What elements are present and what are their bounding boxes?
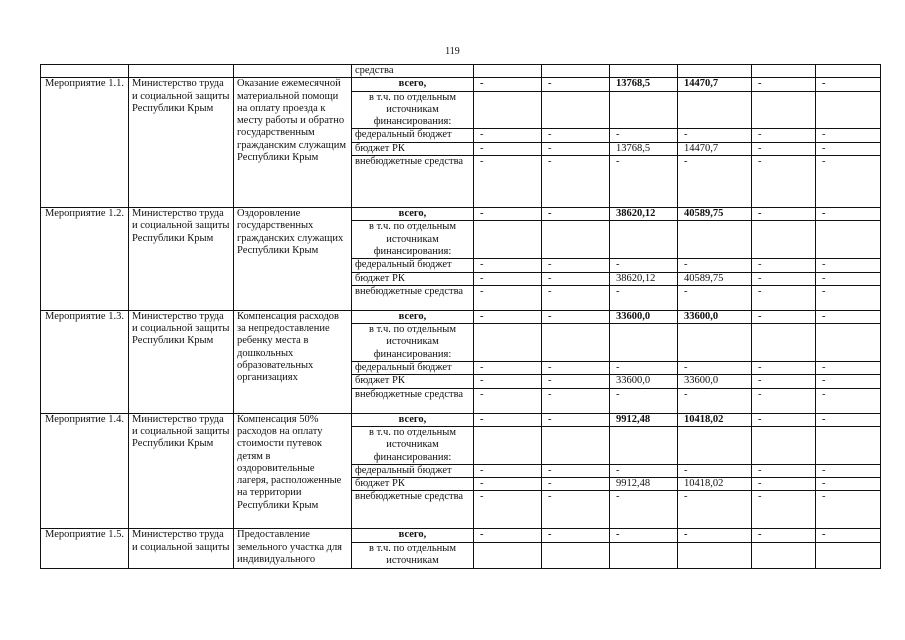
measure-name: Оказание ежемесячной материальной помощи на оплату проезда к месту работы и обратно государственным гражданским служащим Республики Крым: [234, 78, 352, 208]
cell: -: [678, 464, 752, 477]
cell: -: [816, 310, 881, 323]
measure-name: Предоставление земельного участка для индивидуального: [234, 529, 352, 568]
cell: -: [610, 285, 678, 310]
cell: -: [752, 529, 816, 542]
cell: -: [816, 375, 881, 388]
cell: 9912,48: [610, 413, 678, 426]
measure-name: Компенсация 50% расходов на оплату стоимости путевок детям в оздоровительные лагеря, расположенные на территории Республики Крым: [234, 413, 352, 529]
continuation-row: [41, 65, 881, 78]
federal-label: федеральный бюджет: [352, 259, 474, 272]
cell: -: [752, 129, 816, 142]
measure-name: Компенсация расходов за непредоставление ребенку места в дошкольных образовательных организациях: [234, 310, 352, 413]
cell: -: [542, 310, 610, 323]
executor: Министерство труда и социальной защиты Республики Крым: [129, 310, 234, 413]
cell: -: [752, 375, 816, 388]
row-1-4-total: [41, 413, 881, 426]
cell: -: [816, 78, 881, 91]
cell: -: [542, 156, 610, 208]
cell: -: [816, 362, 881, 375]
cell: -: [752, 142, 816, 155]
cell: -: [816, 208, 881, 221]
cell: 10418,02: [678, 478, 752, 491]
measure-id: Мероприятие 1.4.: [41, 413, 129, 529]
cell: -: [542, 491, 610, 529]
cell: -: [610, 362, 678, 375]
measure-name: Оздоровление государственных гражданских служащих Республики Крым: [234, 208, 352, 311]
cell: -: [474, 129, 542, 142]
cell: -: [816, 529, 881, 542]
federal-label: федеральный бюджет: [352, 362, 474, 375]
cell: 13768,5: [610, 142, 678, 155]
cell: -: [474, 464, 542, 477]
cell: -: [474, 529, 542, 542]
cell: -: [474, 208, 542, 221]
cell: -: [542, 129, 610, 142]
cell: 13768,5: [610, 78, 678, 91]
row-1-1-total: [41, 78, 881, 91]
federal-label: федеральный бюджет: [352, 464, 474, 477]
including-label: в т.ч. по отдельным источникам финансирования:: [352, 426, 474, 464]
cell: 33600,0: [610, 310, 678, 323]
cell: -: [610, 259, 678, 272]
cell: -: [542, 259, 610, 272]
cell: -: [816, 272, 881, 285]
cell: -: [610, 129, 678, 142]
cell: -: [816, 478, 881, 491]
cell: -: [752, 491, 816, 529]
cell: 10418,02: [678, 413, 752, 426]
continuation-label: средства: [352, 65, 474, 78]
including-label: в т.ч. по отдельным источникам финансирования:: [352, 221, 474, 259]
page-number: 119: [445, 46, 460, 57]
cell: -: [678, 285, 752, 310]
cell: 33600,0: [610, 375, 678, 388]
cell: -: [678, 529, 752, 542]
cell: -: [474, 478, 542, 491]
cell: -: [474, 142, 542, 155]
measure-id: Мероприятие 1.2.: [41, 208, 129, 311]
cell: -: [752, 413, 816, 426]
cell: -: [752, 272, 816, 285]
cell: -: [816, 388, 881, 413]
cell: -: [542, 529, 610, 542]
cell: -: [678, 129, 752, 142]
cell: -: [542, 285, 610, 310]
total-label: всего,: [352, 208, 474, 221]
cell: 40589,75: [678, 208, 752, 221]
cell: -: [752, 478, 816, 491]
cell: -: [816, 285, 881, 310]
cell: -: [474, 413, 542, 426]
cell: -: [542, 362, 610, 375]
cell: 38620,12: [610, 272, 678, 285]
measure-id: Мероприятие 1.3.: [41, 310, 129, 413]
cell: -: [752, 259, 816, 272]
cell: -: [542, 375, 610, 388]
executor: Министерство труда и социальной защиты Республики Крым: [129, 208, 234, 311]
cell: -: [752, 156, 816, 208]
cell: -: [610, 388, 678, 413]
cell: -: [474, 272, 542, 285]
row-1-2-total: [41, 208, 881, 221]
budget-table: [40, 64, 881, 569]
including-label: в т.ч. по отдельным источникам финансирования:: [352, 91, 474, 129]
cell: -: [474, 362, 542, 375]
row-1-3-total: [41, 310, 881, 323]
cell: -: [542, 142, 610, 155]
cell: -: [610, 156, 678, 208]
cell: -: [816, 142, 881, 155]
cell: -: [752, 78, 816, 91]
including-label: в т.ч. по отдельным источникам: [352, 542, 474, 568]
cell: -: [474, 78, 542, 91]
cell: -: [678, 362, 752, 375]
cell: -: [816, 129, 881, 142]
total-label: всего,: [352, 78, 474, 91]
cell: -: [752, 464, 816, 477]
offbudget-label: внебюджетные средства: [352, 285, 474, 310]
measure-id: Мероприятие 1.5.: [41, 529, 129, 568]
cell: -: [474, 156, 542, 208]
cell: -: [678, 388, 752, 413]
cell: -: [752, 362, 816, 375]
total-label: всего,: [352, 529, 474, 542]
cell: -: [816, 156, 881, 208]
row-1-5-total: [41, 529, 881, 542]
executor: Министерство труда и социальной защиты Республики Крым: [129, 78, 234, 208]
cell: -: [474, 310, 542, 323]
including-label: в т.ч. по отдельным источникам финансирования:: [352, 324, 474, 362]
cell: -: [474, 259, 542, 272]
rk-label: бюджет РК: [352, 375, 474, 388]
cell: -: [542, 78, 610, 91]
cell: -: [816, 464, 881, 477]
measure-id: Мероприятие 1.1.: [41, 78, 129, 208]
cell: -: [610, 464, 678, 477]
cell: -: [542, 208, 610, 221]
cell: -: [816, 491, 881, 529]
cell: 33600,0: [678, 310, 752, 323]
cell: -: [816, 259, 881, 272]
rk-label: бюджет РК: [352, 272, 474, 285]
total-label: всего,: [352, 310, 474, 323]
cell: -: [474, 388, 542, 413]
cell: 38620,12: [610, 208, 678, 221]
cell: -: [610, 529, 678, 542]
cell: -: [474, 375, 542, 388]
executor: Министерство труда и социальной защиты Республики Крым: [129, 413, 234, 529]
cell: 14470,7: [678, 142, 752, 155]
cell: -: [474, 491, 542, 529]
rk-label: бюджет РК: [352, 142, 474, 155]
cell: 40589,75: [678, 272, 752, 285]
cell: -: [678, 491, 752, 529]
cell: -: [542, 272, 610, 285]
offbudget-label: внебюджетные средства: [352, 491, 474, 529]
cell: -: [474, 285, 542, 310]
federal-label: федеральный бюджет: [352, 129, 474, 142]
cell: -: [816, 413, 881, 426]
offbudget-label: внебюджетные средства: [352, 156, 474, 208]
cell: -: [542, 388, 610, 413]
cell: -: [542, 478, 610, 491]
cell: -: [752, 208, 816, 221]
cell: -: [752, 388, 816, 413]
cell: 14470,7: [678, 78, 752, 91]
cell: -: [752, 310, 816, 323]
cell: -: [678, 156, 752, 208]
cell: 9912,48: [610, 478, 678, 491]
cell: 33600,0: [678, 375, 752, 388]
cell: -: [678, 259, 752, 272]
total-label: всего,: [352, 413, 474, 426]
cell: -: [752, 285, 816, 310]
cell: -: [542, 413, 610, 426]
cell: -: [542, 464, 610, 477]
executor: Министерство труда и социальной защиты: [129, 529, 234, 568]
rk-label: бюджет РК: [352, 478, 474, 491]
cell: -: [610, 491, 678, 529]
offbudget-label: внебюджетные средства: [352, 388, 474, 413]
